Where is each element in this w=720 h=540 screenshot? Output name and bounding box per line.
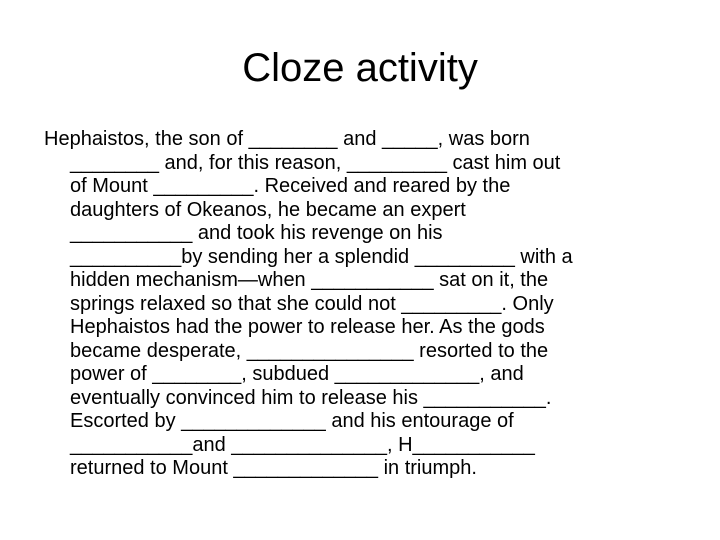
text-line-1: Hephaistos, the son of ________ and _____, was born (44, 128, 530, 150)
text-line-14: ___________and ______________, H___________ (70, 433, 535, 456)
text-line-12: eventually convinced him to release his ___________. (70, 386, 552, 409)
text-line-3: of Mount _________. Received and reared by the (70, 175, 511, 197)
text-line-7: hidden mechanism—when ___________ sat on it, the (70, 269, 549, 291)
text-line-8: springs relaxed so that she could not _________. Only (70, 292, 554, 315)
text-line-5: ___________ and took his revenge on his (70, 222, 443, 244)
slide-title: Cloze activity (242, 46, 478, 90)
text-line-13: Escorted by _____________ and his entourage of (70, 410, 514, 432)
text-line-15: returned to Mount _____________ in triumph. (70, 457, 477, 479)
text-line-6: __________by sending her a splendid _________ with a (70, 245, 573, 268)
cloze-paragraph (44, 128, 684, 481)
text-line-9: Hephaistos had the power to release her. As the gods (70, 316, 545, 338)
text-line-4: daughters of Okeanos, he became an expert (70, 198, 466, 221)
text-line-10: became desperate, _______________ resorted to the (70, 339, 549, 362)
text-line-11: power of ________, subdued _____________, and (70, 363, 524, 385)
text-line-2: ________ and, for this reason, _________ cast him out (70, 151, 561, 174)
